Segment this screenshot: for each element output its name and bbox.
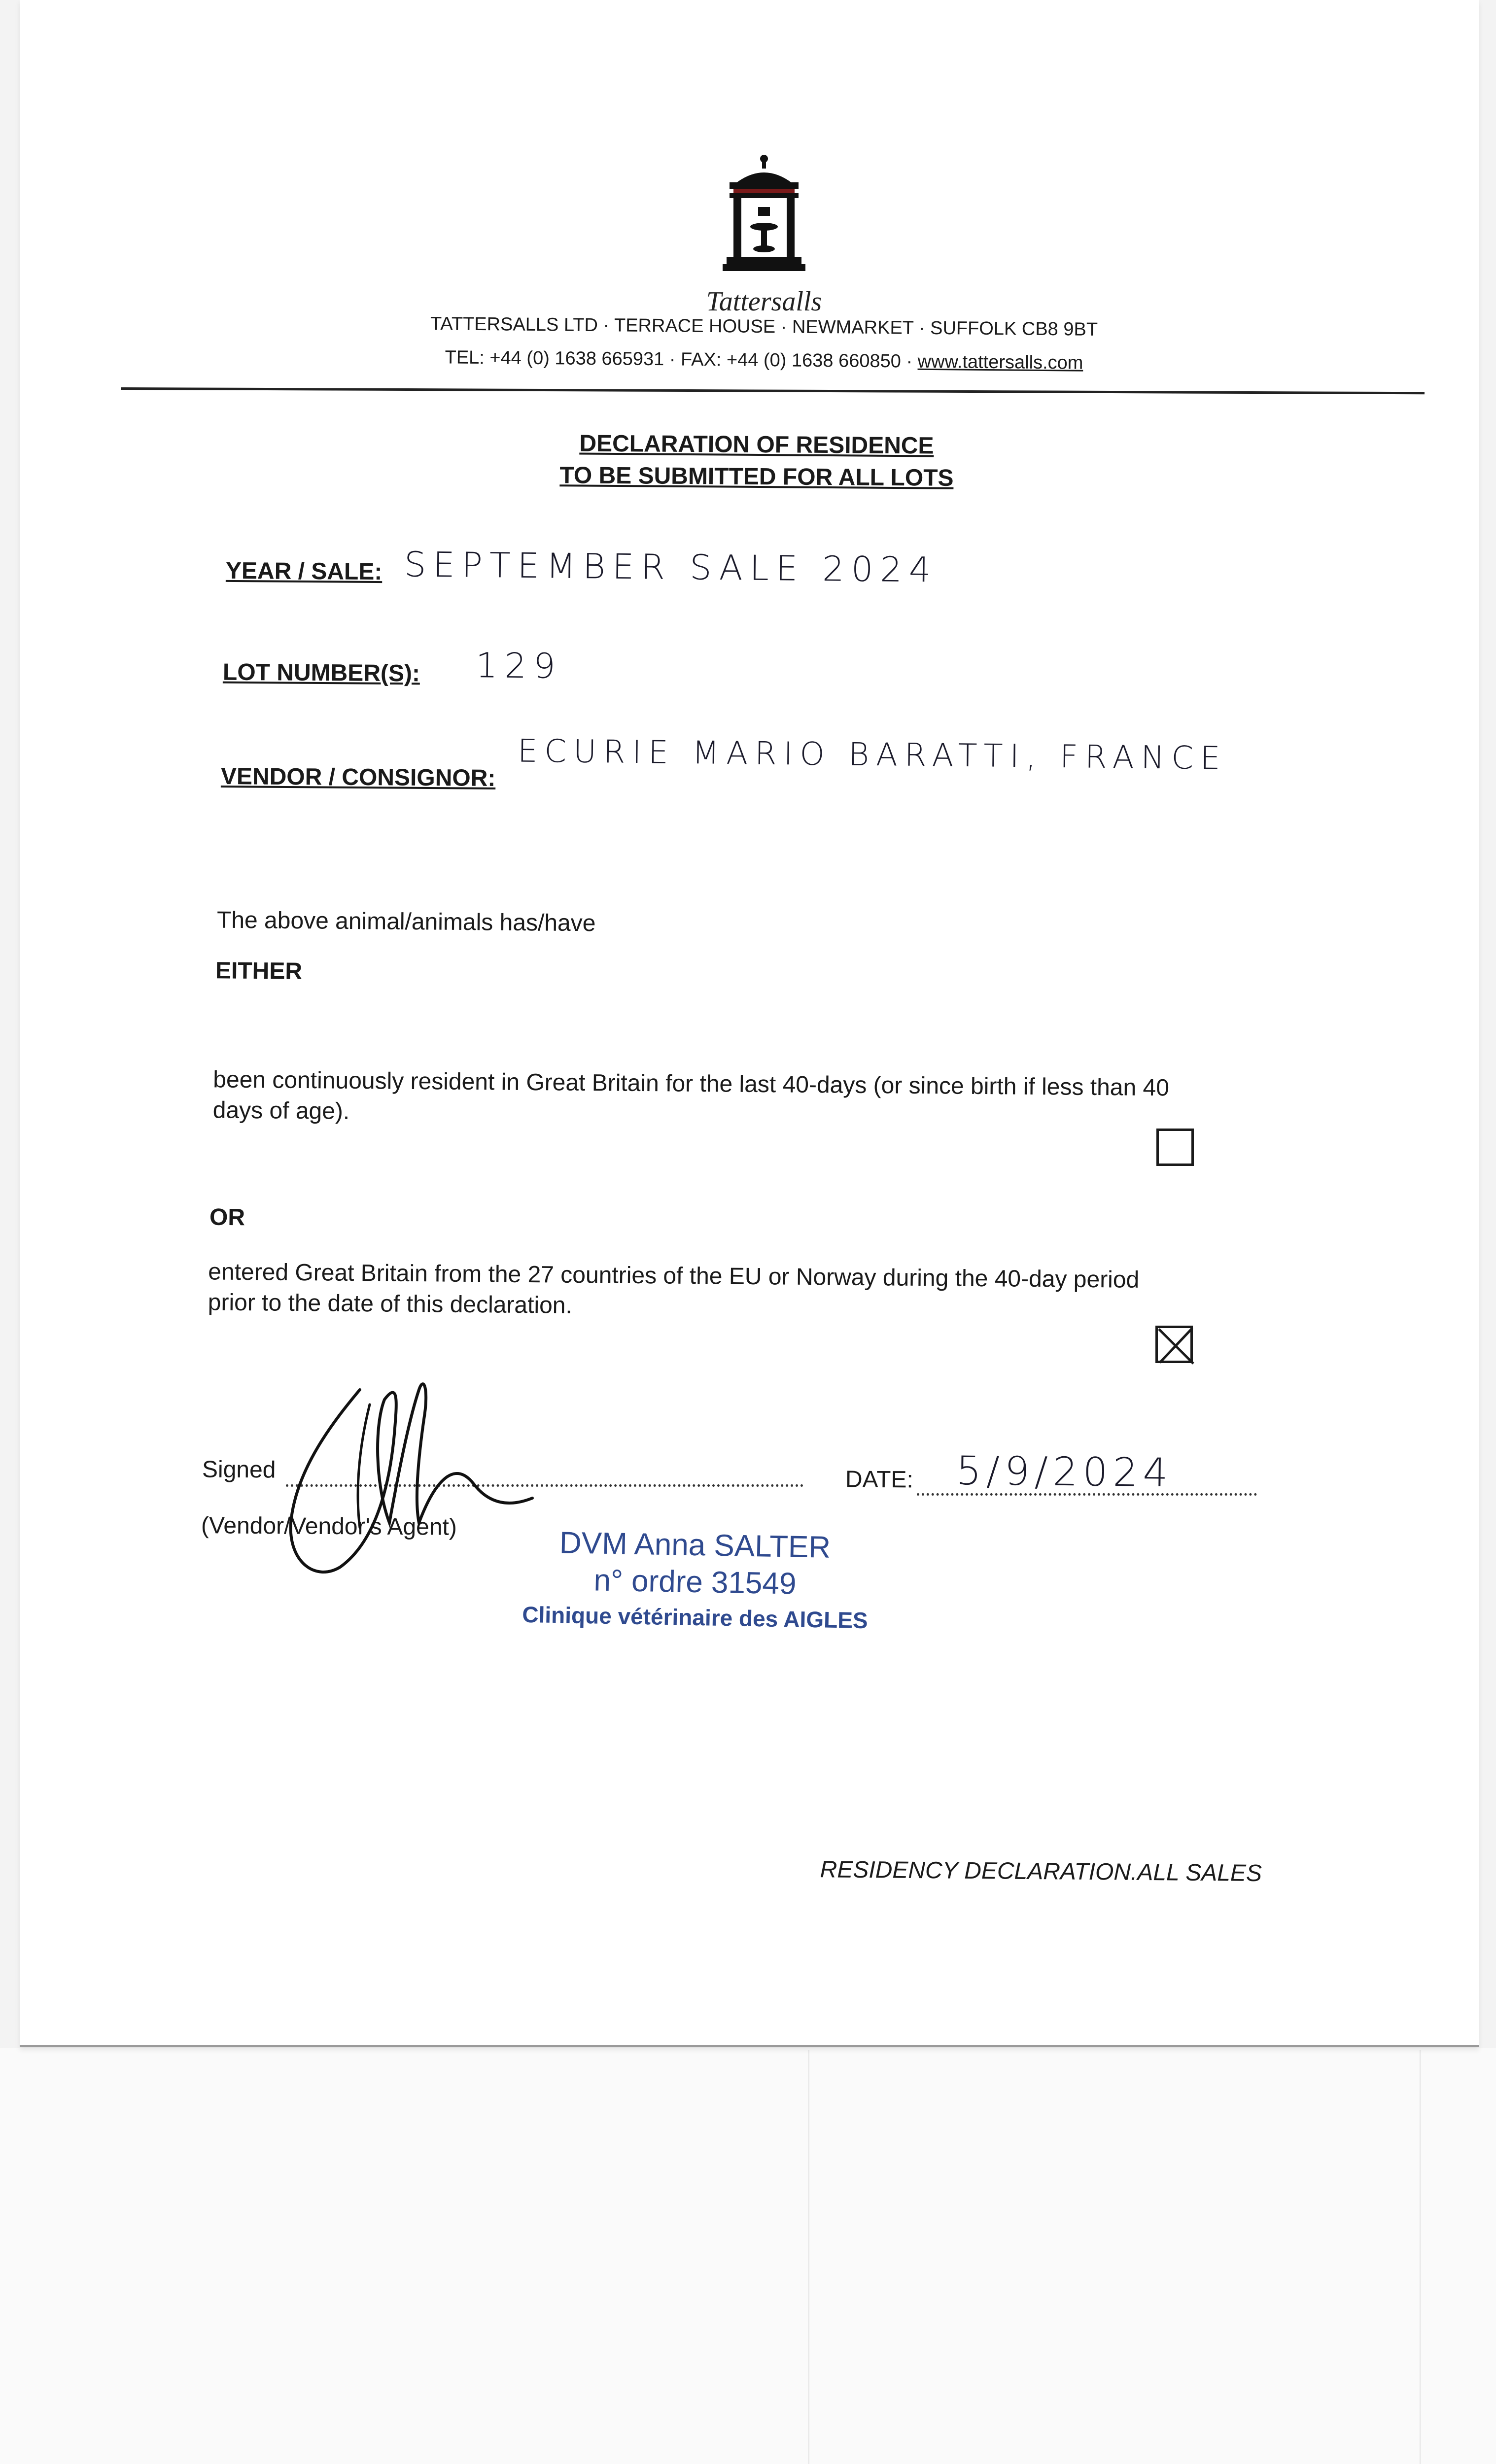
handwritten-signature <box>276 1360 552 1592</box>
stamp-order-number: n° ordre 31549 <box>593 1563 797 1601</box>
cross-mark-icon <box>1154 1324 1198 1369</box>
page-crease <box>808 2050 809 2464</box>
option-2-line-1: entered Great Britain from the 27 countries of the EU or Norway during the 40-day period <box>208 1259 1140 1293</box>
date-label: DATE: <box>845 1466 913 1493</box>
vendor-label: VENDOR / CONSIGNOR: <box>220 763 496 791</box>
lot-number-value: 129 <box>475 645 563 686</box>
vendor-value: ECURIE MARIO BARATTI, FRANCE <box>517 733 1227 777</box>
year-sale-value: SEPTEMBER SALE 2024 <box>404 544 938 590</box>
document-footer: RESIDENCY DECLARATION.ALL SALES <box>820 1856 1262 1887</box>
date-value: 5/9/2024 <box>956 1447 1173 1496</box>
option-1-text <box>213 1064 1298 1135</box>
option-1-line-1: been continuously resident in Great Britain for the last 40-days (or since birth if less than 40 <box>213 1066 1170 1101</box>
letterhead-address: TATTERSALLS LTD · TERRACE HOUSE · NEWMARKET · SUFFOLK CB8 9BT <box>430 313 1098 340</box>
signed-label: Signed <box>202 1456 276 1483</box>
contact-numbers: TEL: +44 (0) 1638 665931 · FAX: +44 (0) 1638 660850 · <box>445 347 913 372</box>
brand-name: Tattersalls <box>706 286 822 317</box>
background-pages <box>0 2048 1496 2464</box>
year-sale-label: YEAR / SALE: <box>225 557 383 585</box>
option-2-line-2: prior to the date of this declaration. <box>208 1289 573 1319</box>
declaration-intro: The above animal/animals has/have <box>216 907 596 937</box>
signer-role: (Vendor/Vendor's Agent) <box>201 1512 457 1540</box>
option-1-line-2: days of age). <box>212 1097 350 1125</box>
website-link[interactable]: www.tattersalls.com <box>917 351 1083 374</box>
option-1-checkbox[interactable] <box>1156 1129 1194 1166</box>
or-label: OR <box>209 1204 245 1231</box>
stamp-clinic: Clinique vétérinaire des AIGLES <box>522 1601 869 1634</box>
page-crease <box>1420 2050 1421 2464</box>
tattersalls-logo <box>720 153 808 281</box>
option-2-checkbox[interactable] <box>1155 1326 1193 1363</box>
document-title: DECLARATION OF RESIDENCE <box>579 430 934 459</box>
stamp-name: DVM Anna SALTER <box>559 1526 831 1565</box>
lot-number-label: LOT NUMBER(S): <box>222 659 420 687</box>
either-label: EITHER <box>215 958 303 985</box>
option-2-text <box>208 1257 1293 1327</box>
document-subtitle: TO BE SUBMITTED FOR ALL LOTS <box>559 462 954 491</box>
